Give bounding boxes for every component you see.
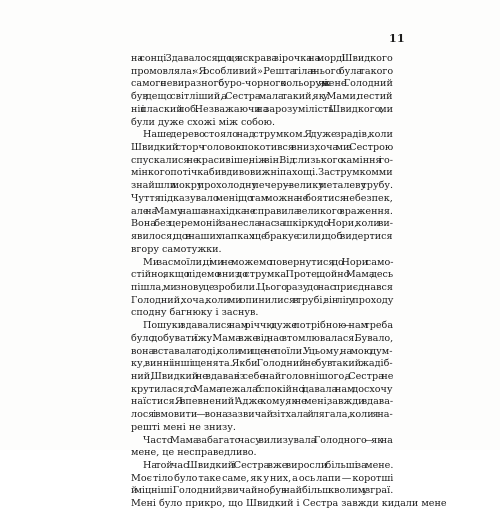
text-line: лося і вмовити — вона зазвичай зітхала й лягала, коли я на- <box>131 409 393 421</box>
text-line: Швидкий сторч головою покотився вниз, хоча ми з Сестрою <box>131 142 394 154</box>
text-line: мене, це несправедливо. <box>131 447 257 459</box>
text-line: Чуття підказувало мені, що там можна не боятися небезпек, <box>131 192 393 204</box>
page-number: 11 <box>389 32 405 45</box>
text-line: явилося, що в наших лапках ще бракує сили, щоб видертися <box>131 231 393 243</box>
text-line: ніс і плаский лоб. Незважаючи на зарозумілість Швидкого, ми <box>131 103 393 115</box>
text-line: був дещо світліший, а Сестра мала такий, як у Мами, пестий <box>131 91 393 103</box>
text-line: Моє тіло було таке саме, як у них, а ось лапи — коротші <box>131 472 394 484</box>
text-line: вона вставала тоді, коли ми ще не поїли. У цьому, на мою дум- <box>131 345 393 357</box>
text-line: крутилася, то Мама лежала б спокійно і давала нам досхочу <box>131 383 393 395</box>
text-line: ний, Швидкий не вдавав із себе найголовнішого, а Сестра не <box>131 370 394 382</box>
text-line: Ми засмоїли, ці ми не можемо повернутися до Нори само- <box>143 256 394 268</box>
text-line: на сонці. Здавалося, що ця яскрава зірочка на морді Швидкого <box>131 53 393 64</box>
text-line: решті мені не знизу. <box>131 421 236 433</box>
text-line: Часто Мама забагато часу вилизувала Голодного — як на <box>143 434 393 446</box>
text-line: Наше дерево стояло над струмком. Я дуже зрадів, коли <box>143 129 393 141</box>
text-line: мінкого потічка бив дивовижні пахощі. За струмком ми <box>131 167 393 179</box>
paragraph <box>131 257 393 321</box>
text-line: вгору самотужки. <box>131 243 222 255</box>
text-line: були дуже схожі між собою. <box>131 116 276 128</box>
paragraph <box>131 53 393 129</box>
text-line: Вона без церемоній занесла нас за шкірку до Нори, коли ви- <box>131 218 394 230</box>
text-line: але на Маму наша знахідка не справила великого враження. <box>131 205 393 217</box>
text-line: промовляла: «Я особливий». Решта тіла в нього була такого <box>131 65 394 77</box>
text-line: знайшли мокру прохолодну печеру — велику металеву трубу. <box>131 180 394 192</box>
text-line: наїстися. Я впевнений! Адже кому, як не мені, завжди вдава- <box>131 396 394 408</box>
text-line: й міцніші. Голодний, звичайно, був найбільш кволим у зграї. <box>131 485 394 497</box>
text-line: спускалися не красивіше, ніж він. Від слизького каміння і го- <box>131 154 393 166</box>
text-line: Пошуки здавалися нам річчю дуже потрібною — нам треба <box>143 320 394 332</box>
text-line: було добувати їжу. Мама вже від нас втомлювалася. Бувало, <box>131 332 394 344</box>
text-line: сподну багнюку і заснув. <box>131 307 259 319</box>
text-line: ку, винні інші щенята. Якби Голодний не був такий жадіб- <box>131 358 393 370</box>
body-text <box>131 53 447 511</box>
text-line: На той час Швидкий і Сестра вже виросли більші за мене. <box>143 460 394 471</box>
text-line: самого невиразного буро-чорного кольору, як і в мене. Голодний <box>131 78 393 90</box>
paragraph <box>131 320 393 434</box>
text-line: Мені було прикро, що Швидкий і Сестра завжди кидали мене <box>131 498 447 510</box>
text-line: Голодний, хоча, коли ми опинилися в трубі, він ліг у проходу <box>131 294 394 306</box>
text-line: стійно, якщо підемо вниз до струмка. Проте, щойно Мама десь <box>131 269 394 281</box>
paragraph <box>131 435 393 460</box>
paragraph <box>131 460 447 511</box>
text-line: пішла, ми знову це зробили. Цього разу до нас приєднався <box>131 281 393 293</box>
paragraph <box>131 129 393 256</box>
